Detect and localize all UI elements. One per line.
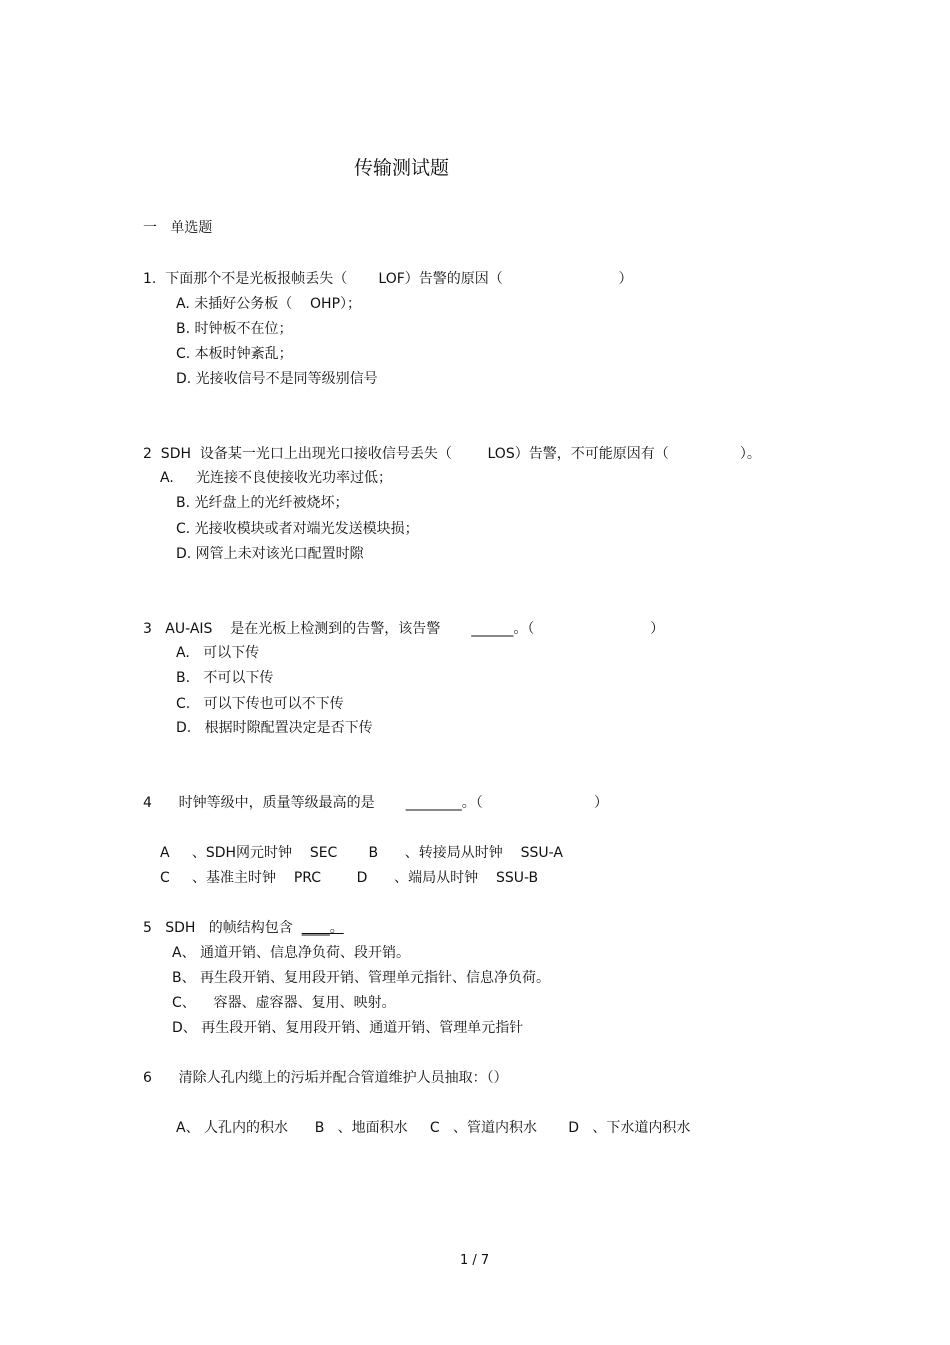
question-5-stem — [143, 919, 344, 937]
question-5-blank: ____。 — [301, 920, 344, 936]
question-5-stem-text: 5 SDH 的帧结构包含 — [143, 920, 302, 936]
question-6-stem: 6 清除人孔内缆上的污垢并配合管道维护人员抽取：（） — [143, 1070, 508, 1086]
question-1-option-d: D. 光接收信号不是同等级别信号 — [176, 371, 378, 387]
question-4-stem: 4 时钟等级中，质量等级最高的是 ________。（ ） — [143, 795, 609, 811]
question-3-option-c: C. 可以下传也可以不下传 — [176, 696, 344, 712]
question-1-option-c: C. 本板时钟紊乱； — [176, 346, 293, 362]
page-number: 1 / 7 — [460, 1253, 490, 1268]
question-5-option-d: D、 再生段开销、复用段开销、通道开销、管理单元指针 — [172, 1020, 524, 1036]
document-title: 传输测试题 — [354, 157, 450, 179]
question-1-option-b: B. 时钟板不在位； — [176, 321, 293, 337]
question-3-option-a: A. 可以下传 — [176, 645, 260, 661]
question-4-options-row-2: C 、基准主时钟 PRC D 、端局从时钟 SSU-B — [160, 870, 539, 886]
question-5-option-a: A、 通道开销、信息净负荷、段开销。 — [172, 945, 411, 961]
question-3-option-d: D. 根据时隙配置决定是否下传 — [176, 720, 373, 736]
question-3-stem: 3 AU-AIS 是在光板上检测到的告警，该告警 ______。（ ） — [143, 621, 665, 637]
question-1-option-a: A. 未插好公务板（ OHP）； — [176, 296, 362, 312]
question-6-options-row: A、 人孔内的积水 B 、地面积水 C 、管道内积水 D 、下水道内积水 — [176, 1120, 691, 1136]
section-heading: 一 单选题 — [143, 220, 213, 236]
question-2-stem: 2 SDH 设备某一光口上出现光口接收信号丢失（ LOS）告警，不可能原因有（ ）。 — [143, 446, 761, 462]
question-3-option-b: B. 不可以下传 — [176, 670, 274, 686]
question-2-option-d: D. 网管上未对该光口配置时隙 — [176, 546, 364, 562]
question-2-option-c: C. 光接收模块或者对端光发送模块损； — [176, 521, 419, 537]
question-2-option-a: A. 光连接不良使接收光功率过低； — [160, 470, 393, 486]
question-5-option-c: C、 容器、虚容器、复用、映射。 — [172, 995, 396, 1011]
question-2-option-b: B. 光纤盘上的光纤被烧坏； — [176, 495, 349, 511]
question-4-options-row-1: A 、SDH网元时钟 SEC B 、转接局从时钟 SSU-A — [160, 845, 563, 861]
question-1-stem: 1. 下面那个不是光板报帧丢失（ LOF）告警的原因（ ） — [143, 271, 633, 287]
question-5-option-b: B、 再生段开销、复用段开销、管理单元指针、信息净负荷。 — [172, 970, 551, 986]
